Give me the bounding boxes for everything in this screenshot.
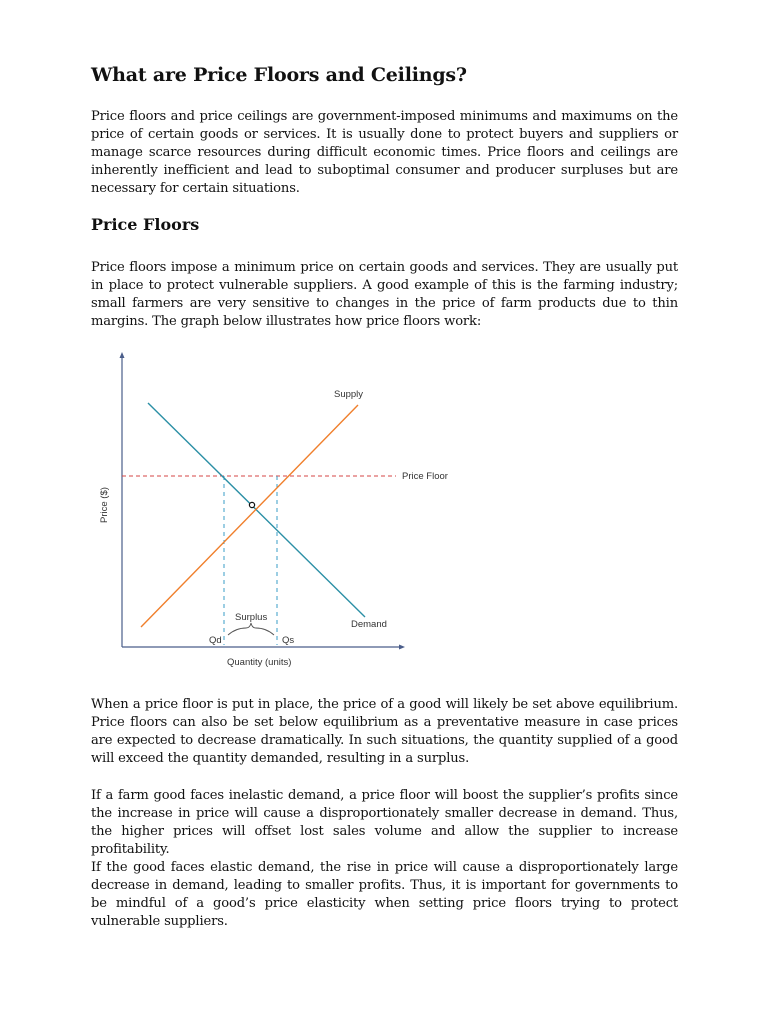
demand-label: Demand bbox=[351, 619, 387, 630]
price-floor-label: Price Floor bbox=[402, 471, 448, 482]
price-floor-graph-svg bbox=[90, 345, 450, 675]
price-floor-graph bbox=[90, 345, 450, 675]
price-floors-paragraph-3: If a farm good faces inelastic demand, a price floor will boost the supplier’s profits since the increase in price will cause a disproportionately smaller decrease in demand. Thus, the higher prices will offset lost sales volume and allow the supplier to increase profitability. bbox=[91, 788, 678, 857]
equilibrium-point bbox=[249, 502, 254, 507]
x-axis-arrow bbox=[399, 645, 405, 650]
section-heading: Price Floors bbox=[91, 215, 200, 234]
qs-label: Qs bbox=[282, 635, 295, 646]
page-title: What are Price Floors and Ceilings? bbox=[91, 64, 467, 86]
price-floors-paragraph-1: Price floors impose a minimum price on certain goods and services. They are usually put in place to protect vulnerable suppliers. A good example of this is the farming industry; small farmers are very sensitive to changes in the price of farm products due to thin margins. The graph below illustrates how price floors work: bbox=[91, 260, 678, 329]
y-axis-label: Price ($) bbox=[99, 487, 110, 523]
surplus-brace bbox=[228, 623, 274, 635]
intro-paragraph: Price floors and price ceilings are government-imposed minimums and maximums on the price of certain goods or services. It is usually done to protect buyers and suppliers or manage scarce resources during difficult economic times. Price floors and ceilings are inherently inefficient and lead to suboptimal consumer and producer surpluses but are necessary for certain situations. bbox=[91, 109, 678, 196]
supply-label: Supply bbox=[334, 389, 364, 400]
demand-curve bbox=[148, 403, 365, 617]
y-axis-arrow bbox=[120, 352, 125, 358]
price-floors-paragraph-2: When a price floor is put in place, the price of a good will likely be set above equilibrium. Price floors can also be set below equilibrium as a preventative measure in case prices are expected to decrease dramatically. In such situations, the quantity supplied of a good will exceed the quantity demanded, resulting in a surplus. bbox=[91, 697, 678, 766]
surplus-label: Surplus bbox=[235, 612, 268, 623]
qd-label: Qd bbox=[209, 635, 222, 646]
price-floors-paragraph-4: If the good faces elastic demand, the rise in price will cause a disproportionately large decrease in demand, leading to smaller profits. Thus, it is important for governments to be mindful of a good’s price elasticity when setting price floors trying to protect vulnerable suppliers. bbox=[91, 860, 678, 929]
x-axis-label: Quantity (units) bbox=[227, 657, 292, 668]
supply-curve bbox=[141, 405, 358, 627]
